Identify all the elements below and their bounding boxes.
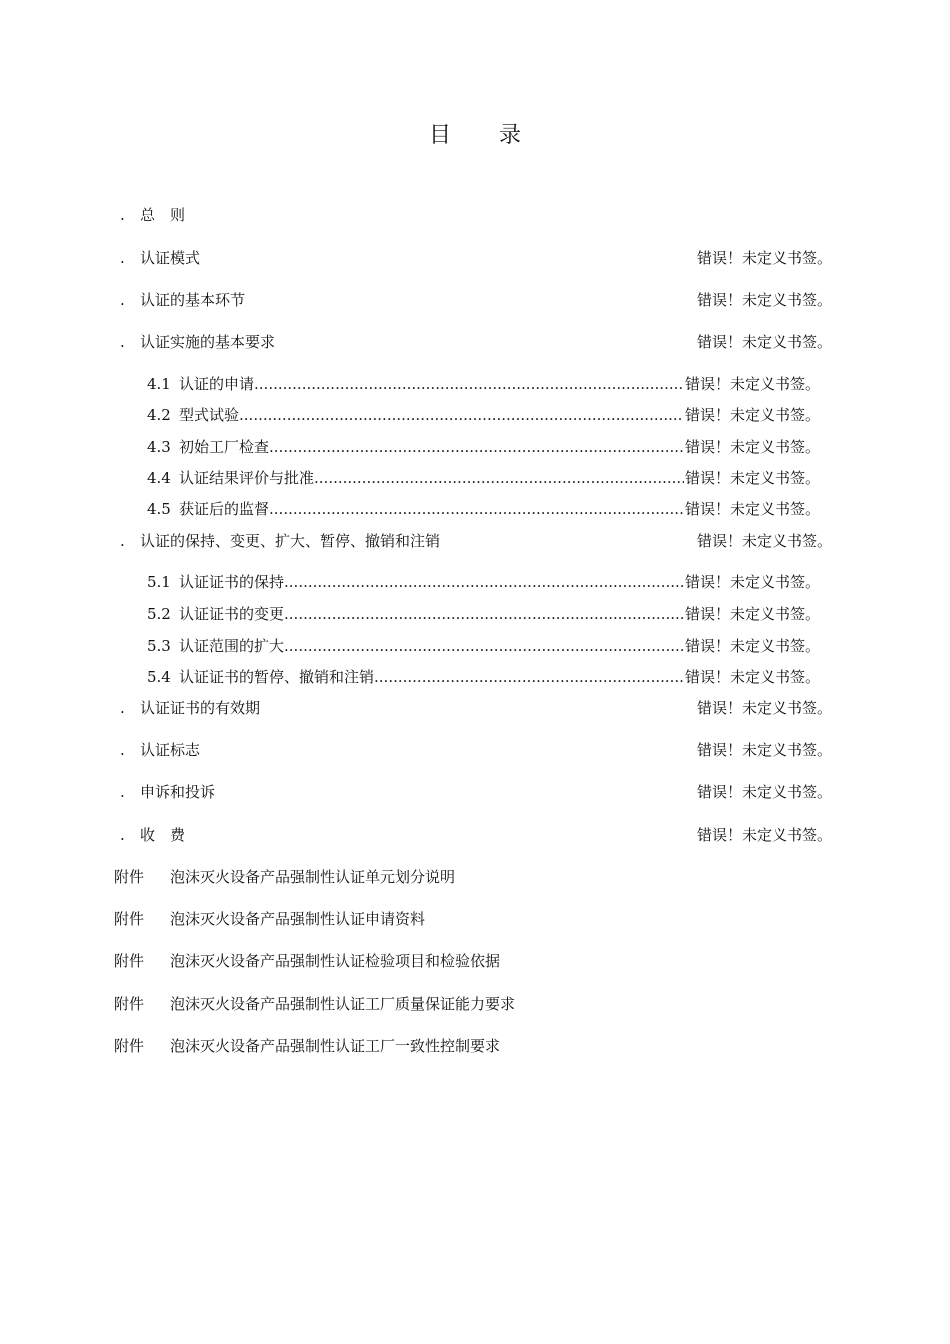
toc-entry-4-5[interactable] <box>0 497 950 521</box>
toc-entry-section-9[interactable] <box>0 823 950 847</box>
entry-page-ref: 错误！未定义书签。 <box>696 291 832 309</box>
entry-label: 认证的申请 <box>179 375 255 393</box>
dot-leader <box>284 570 684 594</box>
entry-page-ref: 错误！未定义书签。 <box>696 532 832 550</box>
attachment-prefix: 附件 <box>114 952 145 970</box>
attachment-label: 泡沫灭火设备产品强制性认证申请资料 <box>170 910 426 928</box>
attachment-label: 泡沫灭火设备产品强制性认证工厂质量保证能力要求 <box>170 995 516 1013</box>
entry-page-ref: 错误！未定义书签。 <box>685 406 821 424</box>
entry-page-ref: 错误！未定义书签。 <box>685 500 821 518</box>
dot-leader <box>374 665 684 689</box>
entry-number: 4.3 <box>147 438 171 456</box>
entry-number: 5.3 <box>147 637 171 655</box>
entry-bullet: . <box>120 532 125 550</box>
title-char-1: 目 <box>428 123 451 148</box>
entry-bullet: . <box>120 333 125 351</box>
entry-page-ref: 错误！未定义书签。 <box>685 438 821 456</box>
entry-number: 5.2 <box>147 605 171 623</box>
toc-entry-section-5[interactable] <box>0 529 950 553</box>
dot-leader <box>284 634 684 658</box>
toc-entry-section-3[interactable] <box>0 288 950 312</box>
toc-entry-section-8[interactable] <box>0 780 950 804</box>
entry-bullet: . <box>120 206 125 224</box>
toc-entry-5-4[interactable] <box>0 665 950 689</box>
toc-attachment-1[interactable] <box>0 865 950 889</box>
entry-label: 收 费 <box>140 826 186 844</box>
toc-entry-section-1[interactable] <box>0 203 950 227</box>
dot-leader <box>239 403 684 427</box>
entry-number: 4.4 <box>147 469 171 487</box>
entry-page-ref: 错误！未定义书签。 <box>696 699 832 717</box>
toc-entry-4-2[interactable] <box>0 403 950 427</box>
entry-page-ref: 错误！未定义书签。 <box>696 333 832 351</box>
entry-label: 申诉和投诉 <box>140 783 216 801</box>
attachment-label: 泡沫灭火设备产品强制性认证单元划分说明 <box>170 868 456 886</box>
entry-label: 认证标志 <box>140 741 201 759</box>
dot-leader <box>254 372 684 396</box>
page-title <box>0 118 950 149</box>
toc-entry-5-1[interactable] <box>0 570 950 594</box>
entry-bullet: . <box>120 741 125 759</box>
entry-page-ref: 错误！未定义书签。 <box>696 783 832 801</box>
entry-label: 认证实施的基本要求 <box>140 333 276 351</box>
toc-entry-section-7[interactable] <box>0 738 950 762</box>
entry-label: 总 则 <box>140 206 186 224</box>
entry-page-ref: 错误！未定义书签。 <box>685 469 821 487</box>
entry-label: 认证结果评价与批准 <box>179 469 315 487</box>
entry-bullet: . <box>120 291 125 309</box>
entry-bullet: . <box>120 783 125 801</box>
attachment-prefix: 附件 <box>114 1037 145 1055</box>
toc-entry-section-4[interactable] <box>0 330 950 354</box>
entry-label: 认证范围的扩大 <box>179 637 285 655</box>
entry-bullet: . <box>120 826 125 844</box>
entry-label: 获证后的监督 <box>179 500 270 518</box>
entry-label: 初始工厂检查 <box>179 438 270 456</box>
entry-label: 认证证书的有效期 <box>140 699 261 717</box>
toc-attachment-2[interactable] <box>0 907 950 931</box>
entry-number: 4.1 <box>147 375 171 393</box>
entry-page-ref: 错误！未定义书签。 <box>696 249 832 267</box>
title-char-2: 录 <box>499 123 522 148</box>
entry-label: 认证模式 <box>140 249 201 267</box>
entry-page-ref: 错误！未定义书签。 <box>696 741 832 759</box>
toc-entry-4-3[interactable] <box>0 435 950 459</box>
entry-number: 4.5 <box>147 500 171 518</box>
attachment-prefix: 附件 <box>114 910 145 928</box>
entry-number: 5.1 <box>147 573 171 591</box>
dot-leader <box>269 497 684 521</box>
entry-page-ref: 错误！未定义书签。 <box>685 573 821 591</box>
entry-label: 认证证书的变更 <box>179 605 285 623</box>
attachment-label: 泡沫灭火设备产品强制性认证工厂一致性控制要求 <box>170 1037 501 1055</box>
toc-entry-section-6[interactable] <box>0 696 950 720</box>
toc-entry-5-3[interactable] <box>0 634 950 658</box>
toc-entry-section-2[interactable] <box>0 246 950 270</box>
toc-entry-5-2[interactable] <box>0 602 950 626</box>
entry-number: 5.4 <box>147 668 171 686</box>
dot-leader <box>314 466 684 490</box>
entry-number: 4.2 <box>147 406 171 424</box>
dot-leader <box>269 435 684 459</box>
entry-page-ref: 错误！未定义书签。 <box>685 375 821 393</box>
entry-label: 认证证书的保持 <box>179 573 285 591</box>
attachment-label: 泡沫灭火设备产品强制性认证检验项目和检验依据 <box>170 952 501 970</box>
entry-page-ref: 错误！未定义书签。 <box>696 826 832 844</box>
entry-label: 认证证书的暂停、撤销和注销 <box>179 668 375 686</box>
attachment-prefix: 附件 <box>114 995 145 1013</box>
entry-label: 型式试验 <box>179 406 240 424</box>
entry-label: 认证的保持、变更、扩大、暂停、撤销和注销 <box>140 532 441 550</box>
entry-page-ref: 错误！未定义书签。 <box>685 605 821 623</box>
toc-entry-4-1[interactable] <box>0 372 950 396</box>
entry-label: 认证的基本环节 <box>140 291 246 309</box>
entry-bullet: . <box>120 249 125 267</box>
entry-bullet: . <box>120 699 125 717</box>
attachment-prefix: 附件 <box>114 868 145 886</box>
entry-page-ref: 错误！未定义书签。 <box>685 637 821 655</box>
toc-attachment-4[interactable] <box>0 992 950 1016</box>
entry-page-ref: 错误！未定义书签。 <box>685 668 821 686</box>
dot-leader <box>284 602 684 626</box>
toc-attachment-3[interactable] <box>0 949 950 973</box>
toc-attachment-5[interactable] <box>0 1034 950 1058</box>
toc-entry-4-4[interactable] <box>0 466 950 490</box>
